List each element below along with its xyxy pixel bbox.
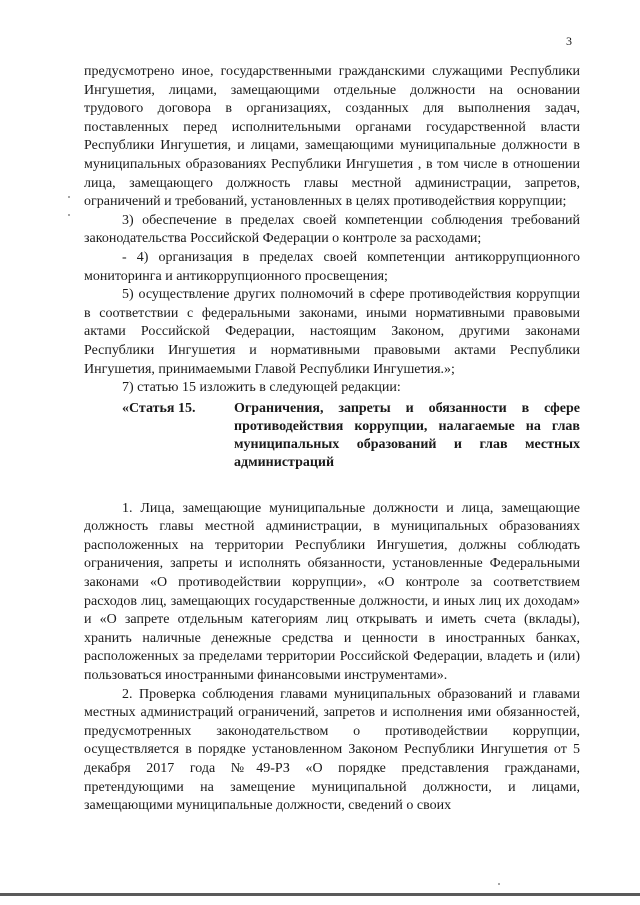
scan-speck <box>498 883 500 885</box>
paragraph-item-5: 5) осуществление других полномочий в сфере противодействия коррупции в соответствии с федеральными законами, иными нормативными правовыми актами Российской Федерации, настоящим Законом, другими законами Республики Ингушетия и нормативными правовыми актами Республики Ингушетия, принимаемыми Главой Республики Ингушетия.»; <box>84 287 580 377</box>
page-number: 3 <box>566 34 572 48</box>
document-body <box>84 63 580 816</box>
article-title: Ограничения, запреты и обязанности в сфере противодействия коррупции, налагаемые на глав муниципальных образований и глав местных администраций <box>234 400 580 470</box>
article-number: «Статья 15. <box>122 400 196 416</box>
clause-2: 2. Проверка соблюдения главами муниципальных образований и главами местных администраций ограничений, запретов и исполнения ими обязанностей, предусмотренных законодательством о противодействии коррупции, осуществляется в порядке установленном Законом Республики Ингушетия от 5 декабря 2017 года №49-РЗ «О порядке представления гражданами, претендующими на замещение муниципальной должности, и лицами, замещающими муниципальные должности, сведений о своих <box>84 686 580 814</box>
article-heading <box>84 400 580 472</box>
paragraph-item-3: 3) обеспечение в пределах своей компетенции соблюдения требований законодательства Российской Федерации о контроле за расходами; <box>84 212 580 247</box>
paragraph-item-4: - 4) организация в пределах своей компетенции антикоррупционного мониторинга и антикоррупционного просвещения; <box>84 249 580 284</box>
scan-edge <box>0 893 640 896</box>
paragraph-continued: предусмотрено иное, государственными гражданскими служащими Республики Ингушетия, лицами, замещающими отдельные должности на основании трудового договора в организациях, созданных для выполнения задач, поставленных перед исполнительными органами государственной власти Республики Ингушетия, и лицами, замещающими муниципальные должности в муниципальных образованиях Республики Ингушетия , в том числе в отношении лица, замещающего должность главы местной администрации, запретов, ограничений и требований, установленных в целях противодействия коррупции; <box>84 64 580 210</box>
clause-1: 1. Лица, замещающие муниципальные должности и лица, замещающие должность главы местной администрации, в муниципальных образованиях расположенных на территории Республики Ингушетия, должны соблюдать ограничения, запреты и исполнять обязанности, установленные Федеральными законами «О противодействии коррупции», «О контроле за соответствием расходов лиц, замещающих государственные должности, и иных лиц их доходам» и «О запрете отдельным категориям лиц открывать и иметь счета (вклады), хранить наличные денежные средства и ценности в иностранных банках, расположенных за пределами территории Российской Федерации, владеть и (или) пользоваться иностранными финансовыми инструментами». <box>84 500 580 684</box>
scan-speck <box>68 196 70 198</box>
paragraph-item-7: 7) статью 15 изложить в следующей редакции: <box>122 380 401 396</box>
scan-speck <box>68 214 70 216</box>
